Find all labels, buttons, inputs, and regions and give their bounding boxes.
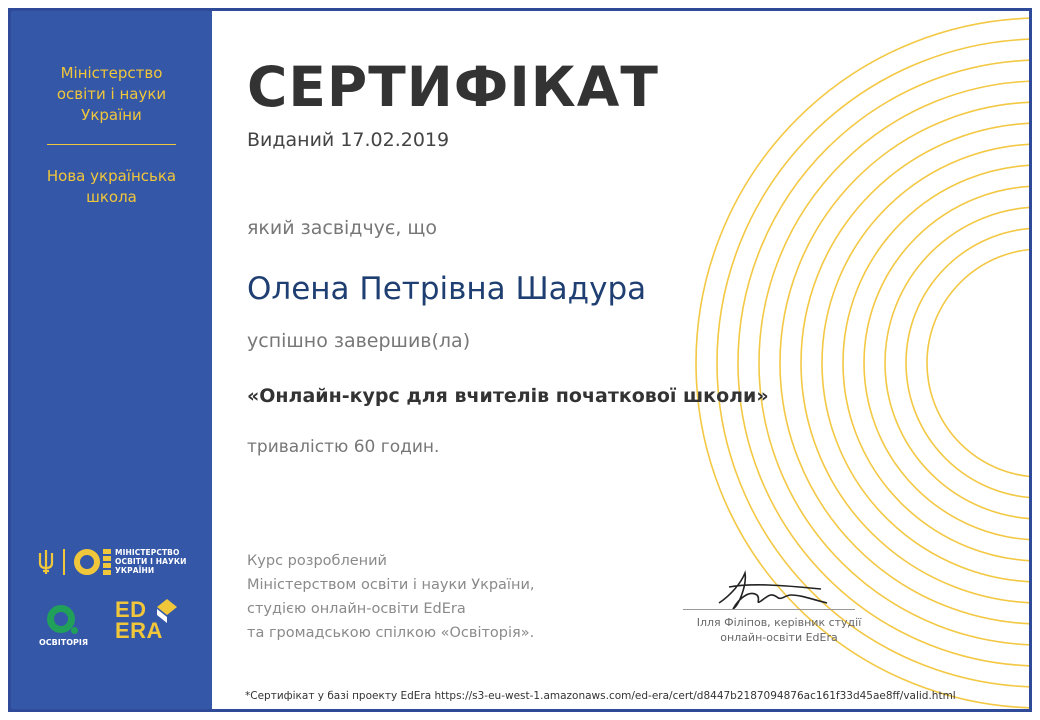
- course-title: «Онлайн-курс для вчителів початкової школи»: [247, 385, 769, 407]
- sidebar: [11, 11, 212, 709]
- signer-name: Ілля Філіпов, керівник студії онлайн-освіти EdEra: [696, 616, 862, 644]
- edera-label: ED ERA: [115, 597, 163, 643]
- osvitoria-dot-icon: [71, 627, 78, 634]
- edera-arrow-icon: [153, 597, 179, 623]
- ministry-logo-text: МІНІСТЕРСТВО ОСВІТИ І НАУКИ УКРАЇНИ: [115, 548, 187, 575]
- osvitoria-label: ОСВІТОРІЯ: [39, 638, 89, 647]
- course-duration: тривалістю 60 годин.: [247, 437, 440, 457]
- ring-icon: [74, 549, 100, 575]
- completed-text: успішно завершив(ла): [247, 330, 471, 352]
- logo-separator: [63, 549, 65, 575]
- recipient-name: Олена Петрівна Шадура: [247, 271, 647, 307]
- certificate-frame: [8, 8, 1032, 712]
- edera-logo: [115, 595, 185, 655]
- sidebar-divider: [47, 144, 176, 145]
- ministry-logo: [37, 547, 197, 577]
- nush-title: Нова українська школа: [46, 167, 177, 206]
- trident-icon: [37, 549, 55, 575]
- osvitoria-logo: [39, 605, 95, 651]
- signature-line: [683, 609, 855, 610]
- ministry-title: Міністерство освіти і науки України: [56, 64, 167, 124]
- developer-credits: Курс розроблений Міністерством освіти і науки України, студією онлайн-освіти EdEra та громадською спілкою «Освіторія».: [247, 553, 535, 641]
- issue-date: Виданий 17.02.2019: [247, 129, 450, 151]
- certificate-title: СЕРТИФІКАТ: [247, 55, 659, 119]
- verification-footer: *Сертифікат у базі проекту EdEra https://s3-eu-west-1.amazonaws.com/ed-era/cert/d8447b2187094876ac161f33d45ae8ff/valid.html: [245, 690, 956, 702]
- certifies-text: який засвідчує, що: [247, 217, 437, 239]
- signature: [711, 565, 841, 615]
- bars-icon: [103, 549, 111, 575]
